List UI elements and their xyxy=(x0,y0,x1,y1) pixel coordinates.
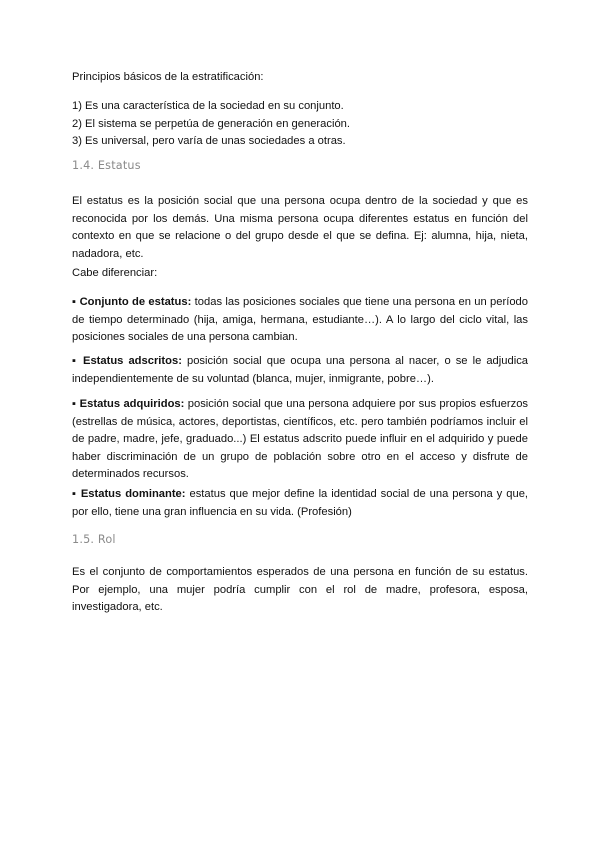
estatus-definition: El estatus es la posición social que una persona ocupa dentro de la sociedad y que es reconocida por los demás. Una misma persona ocupa diferentes estatus en función del contexto en que se relacione o del grupo desde el que se defina. Ej: alumna, hija, nieta, nadadora, etc. xyxy=(72,195,528,260)
status-item-dominante xyxy=(72,486,528,521)
status-item-adquiridos xyxy=(72,396,528,484)
status-item-conjunto xyxy=(72,294,528,347)
status-term: Estatus adquiridos: xyxy=(79,398,185,410)
status-description: posición social que una persona adquiere por sus propios esfuerzos (estrellas de música, actores, deportistas, científicos, etc. pero también podríamos incluir el de padre, madre, jefe, graduado...) El estatus adscrito puede influir en el adquirido y puede haber discriminación de un grupo de población sobre otro en el acceso y disfrute de determinados recursos. xyxy=(72,398,529,481)
principles-list xyxy=(72,98,528,151)
status-description: estatus que mejor define la identidad social de una persona y que, por ello, tiene una gran influencia en su vida. (Profesión) xyxy=(72,488,529,518)
principle-item: 1) Es una característica de la sociedad en su conjunto. xyxy=(72,100,344,112)
section-heading-rol: 1.5. Rol xyxy=(72,533,116,546)
status-bullet: ▪ xyxy=(72,355,78,367)
principle-item: 2) El sistema se perpetúa de generación en generación. xyxy=(72,117,350,130)
rol-definition: Es el conjunto de comportamientos esperados de una persona en función de su estatus. Por ejemplo, una mujer podría cumplir con el rol de madre, profesora, esposa, investigadora, etc. xyxy=(72,566,528,614)
status-term: Conjunto de estatus: xyxy=(79,296,192,308)
principle-item: 3) Es universal, pero varía de unas sociedades a otras. xyxy=(72,135,346,148)
principles-title: Principios básicos de la estratificación: xyxy=(72,71,264,83)
status-description: todas las posiciones sociales que tiene una persona en un período de tiempo determinado (hija, amiga, hermana, estudiante…). A lo largo del ciclo vital, las posiciones sociales de una persona cambian. xyxy=(72,296,529,344)
section-heading-estatus: 1.4. Estatus xyxy=(72,159,141,172)
status-bullet: ▪ xyxy=(72,488,77,500)
status-description: posición social que ocupa una persona al nacer, o se le adjudica independientemente de su voluntad (blanca, mujer, inmigrante, pobre…). xyxy=(72,355,529,385)
status-item-adscritos xyxy=(72,353,528,388)
status-term: Estatus adscritos: xyxy=(82,355,182,367)
estatus-lead: Cabe diferenciar: xyxy=(72,267,158,279)
status-bullet: ▪ xyxy=(72,296,77,308)
status-bullet: ▪ xyxy=(72,398,77,410)
status-term: Estatus dominante: xyxy=(80,488,186,500)
